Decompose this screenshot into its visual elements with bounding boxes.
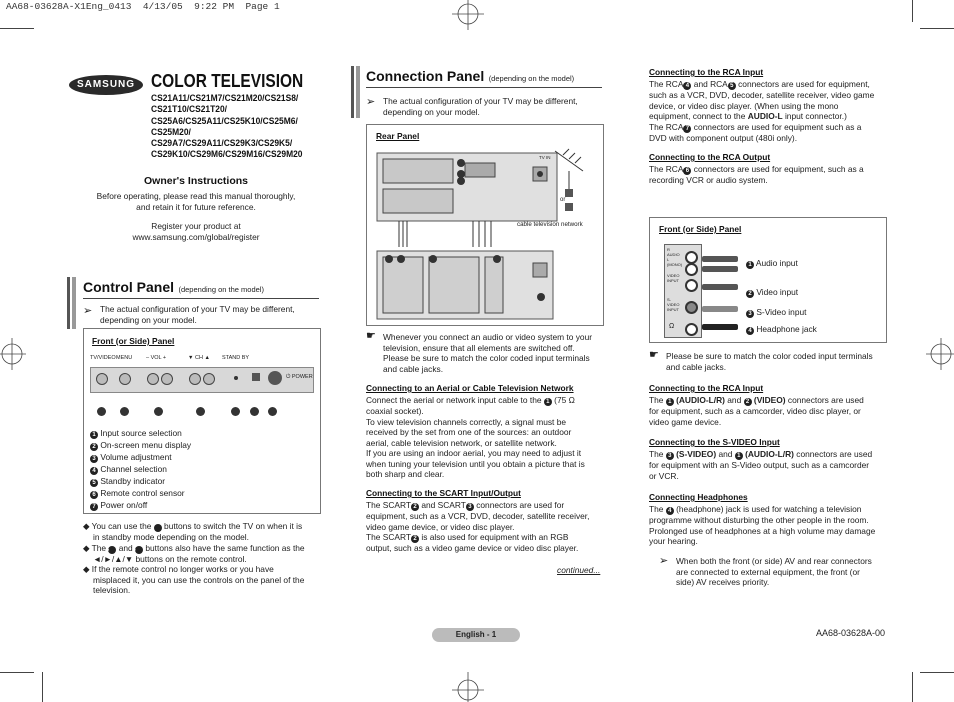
paragraph-text: and: [727, 395, 742, 405]
legend-item: Volume adjustment: [100, 452, 172, 462]
power-button[interactable]: [268, 371, 282, 385]
subheading: Connecting to the RCA Output: [649, 152, 771, 162]
number-badge: 7: [90, 503, 98, 511]
match-note: [666, 351, 873, 372]
note-arrow-icon: ➢: [659, 555, 669, 567]
subheading: Connecting to an Aerial or Cable Television Network: [366, 383, 574, 393]
scart-section: [366, 488, 606, 554]
legend-item: Input source selection: [100, 428, 182, 438]
paragraph-text: equipment, such as a VCR, DVD, decoder, satellite receiver,: [366, 511, 590, 521]
paragraph-text: coaxial socket).: [366, 406, 424, 416]
number-badge: 3: [746, 310, 754, 318]
audio-plug: [702, 266, 738, 272]
vol-up-button[interactable]: [161, 373, 173, 385]
number-badge: 1: [735, 452, 743, 460]
owners-url: www.samsung.com/global/register: [132, 231, 260, 242]
legend-item: Audio input: [755, 258, 798, 268]
subheading: Connecting to the RCA Input: [649, 67, 764, 77]
paragraph-text: and SCART: [421, 500, 466, 510]
s-video-jack: [685, 301, 698, 314]
paragraph-text: is also used for equipment with an RGB: [421, 532, 569, 542]
video-plug: [702, 284, 738, 290]
crop-mark: [0, 672, 34, 673]
control-legend: [90, 427, 191, 511]
paragraph-text: (75 Ω: [554, 395, 575, 405]
paragraph-text: connectors are used: [796, 449, 873, 459]
side-label: R AUDIO L (MONO): [667, 247, 683, 267]
connection-panel-heading: [366, 68, 574, 86]
note-line: depending on your model.: [383, 106, 480, 117]
paragraph-text: equipment, connect to the: [649, 111, 746, 121]
panel-label: STAND BY: [222, 355, 250, 361]
tv-video-button[interactable]: [96, 373, 108, 385]
subheading: Connecting to the SCART Input/Output: [366, 488, 521, 498]
crop-mark: [0, 28, 34, 29]
number-badge: 2: [90, 443, 98, 451]
subheading: Connecting Headphones: [649, 492, 748, 502]
paragraph-text: connectors are used: [787, 395, 864, 405]
paragraph-text: connectors are used for equipment, such as a: [693, 164, 864, 174]
paragraph-text: (AUDIO-L/R): [745, 449, 794, 459]
paragraph-text: connectors are used for equipment,: [738, 79, 870, 89]
crop-mark: [920, 672, 954, 673]
number-badge: 6: [90, 491, 98, 499]
vol-down-button[interactable]: [147, 373, 159, 385]
paragraph-text: Connect the aerial or network input cable to the: [366, 395, 542, 405]
model-line: CS21A11/CS21M7/CS21M20/CS21S8/: [151, 92, 299, 103]
audio-l-jack: [685, 263, 698, 276]
box-title: Front (or Side) Panel: [92, 336, 175, 346]
subheading: Connecting to the RCA Input: [649, 383, 764, 393]
headphone-icon: Ω: [669, 323, 675, 330]
note-line: side) AV receives priority.: [676, 577, 770, 587]
panel-label: MENU: [116, 355, 133, 361]
rca-output-section: [649, 152, 899, 186]
model-line: CS21T10/CS21T20/: [151, 103, 227, 115]
side-panel-illustration: [664, 244, 702, 338]
bullet-text: buttons also have the same function as the: [145, 542, 305, 553]
number-badge: 1: [666, 398, 674, 406]
box-title: Rear Panel: [376, 131, 420, 141]
headphone-plug: [702, 324, 738, 330]
paragraph-text: The RCA: [649, 79, 684, 89]
paragraph-text: when tuning your television until you obtain a picture that is: [366, 458, 585, 469]
number-badge: 3: [466, 503, 474, 511]
callout-7: [268, 407, 277, 416]
note-line: and cable jacks.: [666, 361, 727, 372]
number-badge: 3: [108, 546, 116, 554]
paragraph-text: received by the set from one of the sources: an outdoor: [366, 427, 572, 437]
model-line: CS25A6/CS25A11/CS25K10/CS25M6/: [151, 114, 298, 126]
callout-4: [196, 407, 205, 416]
number-badge: 1: [90, 431, 98, 439]
section-title: Control Panel: [83, 279, 175, 295]
subheading: Connecting to the S-VIDEO Input: [649, 437, 780, 447]
panel-label: TV/VIDEO: [90, 355, 116, 361]
registration-mark-left: [0, 334, 26, 374]
section-subtitle: (depending on the model): [178, 285, 264, 294]
owners-text: and retain it for future reference.: [136, 201, 256, 212]
rca-input-section: [649, 67, 899, 143]
bullet-text: in standby mode depending on the model.: [93, 532, 249, 542]
section-bar: [72, 277, 76, 329]
crop-mark: [920, 28, 954, 29]
model-line: CS29A7/CS29A11/CS29K3/CS29K5/: [151, 137, 293, 149]
model-list: [151, 92, 302, 160]
owners-heading: Owner's Instructions: [143, 175, 248, 187]
crop-mark: [912, 0, 913, 22]
aerial-section: [366, 383, 606, 480]
paragraph-text: The SCART: [366, 532, 411, 542]
paragraph-text: AUDIO-L: [747, 111, 783, 121]
legend-item: Standby indicator: [100, 476, 166, 486]
paragraph-text: The: [649, 395, 664, 405]
paragraph-text: The RCA: [649, 164, 684, 174]
bullet-text: buttons to switch the TV on when it is: [164, 521, 303, 531]
owners-text: Before operating, please read this manual thoroughly,: [96, 191, 296, 201]
model-line: CS25M20/: [151, 125, 191, 137]
paragraph-text: recording VCR or audio system.: [649, 175, 768, 185]
audio-plug: [702, 256, 738, 262]
legend-item: Video input: [756, 287, 799, 297]
paragraph-text: input connector.): [784, 111, 847, 121]
paragraph-text: or VCR.: [649, 470, 679, 481]
bullet-text: You can use the: [91, 521, 152, 531]
rear-panel-illustration: [373, 147, 599, 323]
paragraph-text: device, or video disc player. (When using the mono: [649, 100, 839, 111]
paragraph-text: (headphone) jack is used for watching a television: [676, 504, 862, 514]
panel-label: ▼ CH ▲: [188, 355, 210, 361]
callout-3: [154, 407, 163, 416]
bullet-text: The: [91, 542, 107, 553]
rca2-section: [649, 383, 899, 427]
brand-text: SAMSUNG: [76, 79, 136, 90]
paragraph-text: The RCA: [649, 121, 684, 132]
paragraph-text: (VIDEO): [753, 395, 786, 405]
paragraph-text: If you are using an indoor aerial, you may need to adjust it: [366, 448, 582, 458]
note-line: The actual configuration of your TV may be different,: [100, 304, 295, 314]
tv-in-label: TV IN: [539, 155, 551, 160]
note-line: Whenever you connect an audio or video system to your: [383, 332, 593, 342]
page-title: COLOR TELEVISION: [151, 71, 304, 91]
section-subtitle: (depending on the model): [488, 74, 575, 83]
hand-pointer-icon: ☛: [366, 330, 376, 342]
paragraph-text: your hearing.: [649, 536, 698, 546]
legend-item: Headphone jack: [756, 324, 817, 334]
number-badge: 4: [90, 467, 98, 475]
legend-item: On-screen menu display: [100, 440, 192, 450]
legend-item: Power on/off: [100, 500, 148, 510]
front-panel-illustration: [90, 355, 312, 421]
section-title: Connection Panel: [366, 68, 485, 84]
number-badge: 2: [411, 535, 419, 543]
page-number-badge: English - 1: [432, 628, 520, 642]
paragraph-text: programme without disturbing the other people in the room.: [649, 515, 869, 525]
callout-5: [231, 407, 240, 416]
hand-pointer-icon: ☛: [649, 349, 659, 361]
paragraph-text: aerial, cable television network, or satellite network.: [366, 437, 557, 448]
paragraph-text: both sharp and clear.: [366, 469, 445, 479]
bullet-text: television.: [93, 585, 131, 595]
side-legend: [746, 258, 817, 335]
headphone-jack: [685, 323, 698, 336]
power-label: ⏻ POWER: [286, 374, 313, 380]
paragraph-text: and RCA: [693, 79, 728, 89]
owners-instructions: [76, 175, 316, 242]
owners-text: Register your product at: [151, 221, 241, 231]
number-badge: 7: [154, 524, 162, 532]
crop-mark: [912, 672, 913, 702]
rear-panel-box: [366, 124, 604, 326]
registration-mark-right: [926, 334, 954, 374]
model-line: CS29K10/CS29M6/CS29M16/CS29M20: [151, 148, 303, 160]
number-badge: 3: [666, 452, 674, 460]
number-badge: 5: [90, 479, 98, 487]
side-label: VIDEO INPUT: [667, 273, 680, 283]
note-line: Please be sure to match the color coded input terminals: [666, 351, 873, 361]
legend-item: Remote control sensor: [100, 488, 185, 498]
paragraph-text: The SCART: [366, 500, 411, 510]
remote-sensor: [252, 373, 260, 381]
s-video-plug: [702, 306, 738, 312]
paragraph-text: connectors are used for equipment such as a: [693, 121, 862, 132]
section-bar: [356, 66, 360, 118]
number-badge: 2: [746, 290, 754, 298]
paragraph-text: The: [649, 449, 664, 459]
note-line: Please be sure to match the color coded input terminals: [383, 353, 590, 363]
paragraph-text: Prolonged use of headphones at a high volume may damage: [649, 525, 876, 536]
side-panel-box: [649, 217, 887, 343]
note-arrow-icon: ➢: [83, 305, 93, 317]
samsung-logo: [69, 75, 143, 95]
paragraph-text: for equipment with an S-Video output, such as a camcorder: [649, 460, 870, 470]
number-badge: 6: [683, 167, 691, 175]
note-line: The actual configuration of your TV may be different,: [383, 96, 578, 106]
number-badge: 4: [746, 327, 754, 335]
menu-button[interactable]: [119, 373, 131, 385]
video-jack: [685, 279, 698, 292]
number-badge: 4: [135, 546, 143, 554]
divider: [83, 298, 319, 299]
note-text: [100, 304, 295, 325]
control-bullets: ◆ You can use the 7 buttons to switch the TV on when it is in standby mode depending on the model. ◆ The 3 and 4 buttons also have the same function as the ◄/►/▲/▼ buttons on the remote control. ◆ If the remote control no longer works or you have misplaced it, you can use the controls on the panel of the television.: [83, 521, 305, 595]
priority-note: [676, 556, 872, 588]
paragraph-text: connectors are used for: [476, 500, 565, 510]
registration-mark-top: [448, 0, 488, 34]
paragraph-text: video game device, or video disc player.: [366, 521, 515, 532]
note-line: are connected to external equipment, the front (or: [676, 566, 860, 577]
number-badge: 1: [544, 398, 552, 406]
note-arrow-icon: ➢: [366, 96, 376, 108]
number-badge: 3: [90, 455, 98, 463]
bullet-text: misplaced it, you can use the controls on the panel of the: [93, 574, 305, 585]
paragraph-text: and: [718, 449, 733, 459]
side-label: S-VIDEO INPUT: [667, 297, 680, 312]
continued-label: continued...: [557, 565, 601, 575]
bullet-text: ◄/►/▲/▼ buttons on the remote control.: [93, 553, 247, 564]
paragraph-text: (S-VIDEO): [676, 449, 717, 459]
number-badge: 7: [683, 125, 691, 133]
legend-item: S-Video input: [756, 307, 807, 317]
section-bar: [351, 66, 354, 118]
registration-mark-bottom: [448, 670, 488, 702]
front-panel-box: [83, 328, 321, 514]
cable-label: cable television network: [517, 221, 583, 228]
bullet-text: If the remote control no longer works or you have: [91, 564, 274, 574]
number-badge: 4: [683, 82, 691, 90]
note-text: [383, 96, 578, 117]
callout-1: [97, 407, 106, 416]
ch-down-button[interactable]: [189, 373, 201, 385]
panel-label: – VOL +: [146, 355, 167, 361]
number-badge: 1: [746, 261, 754, 269]
or-label: or: [560, 197, 566, 203]
callout-2: [120, 407, 129, 416]
number-badge: 4: [666, 507, 674, 515]
standby-indicator: [234, 376, 238, 380]
paragraph-text: To view television channels correctly, a signal must be: [366, 416, 567, 427]
match-note: [383, 332, 592, 374]
control-panel-heading: [83, 279, 264, 297]
section-bar: [67, 277, 70, 329]
paragraph-text: DVD with component output (480i only).: [649, 132, 798, 143]
number-badge: 5: [728, 82, 736, 90]
headphones-section: [649, 492, 899, 547]
note-line: depending on your model.: [100, 314, 197, 325]
paragraph-text: video game device.: [649, 416, 722, 427]
paragraph-text: such as a VCR, DVD, decoder, satellite receiver, video game: [649, 90, 875, 100]
number-badge: 2: [411, 503, 419, 511]
note-line: television, ensure that all elements are switched off.: [383, 342, 575, 353]
crop-mark: [42, 672, 43, 702]
paragraph-text: The: [649, 504, 664, 514]
legend-item: Channel selection: [100, 464, 167, 474]
divider: [366, 87, 602, 88]
box-title: Front (or Side) Panel: [659, 224, 742, 234]
paragraph-text: output, such as a video game device or video disc player.: [366, 543, 579, 553]
paragraph-text: for equipment, such as a camcorder, video disc player, or: [649, 406, 861, 416]
ch-up-button[interactable]: [203, 373, 215, 385]
document-code: AA68-03628A-00: [816, 628, 886, 638]
note-line: and cable jacks.: [383, 363, 444, 374]
number-badge: 2: [744, 398, 752, 406]
print-header: AA68-03628A-X1Eng_0413 4/13/05 9:22 PM Page 1: [6, 1, 280, 12]
callout-6: [250, 407, 259, 416]
note-line: When both the front (or side) AV and rear connectors: [676, 556, 872, 566]
bullet-text: and: [118, 542, 133, 553]
power-label-text: POWER: [291, 374, 313, 380]
paragraph-text: (AUDIO-L/R): [676, 395, 725, 405]
s-video-section: [649, 437, 899, 481]
